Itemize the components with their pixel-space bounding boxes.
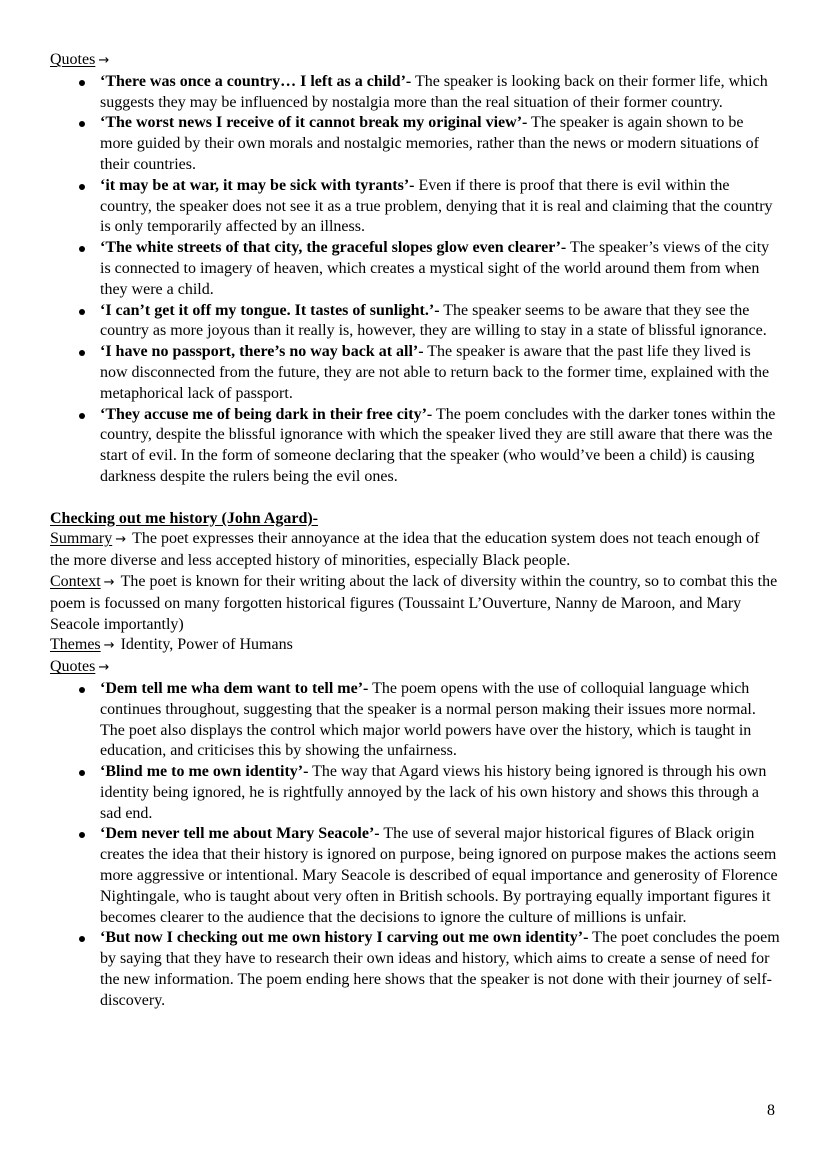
arrow-right-icon: → (115, 532, 127, 548)
summary-label: Summary (50, 530, 113, 548)
list-item (100, 824, 780, 928)
themes-label: Themes (50, 636, 101, 654)
quote-text: ‘I have no passport, there’s no way back at all’- (100, 343, 424, 361)
arrow-right-icon: → (98, 53, 110, 68)
summary-line (50, 529, 780, 572)
section-checking-out-me-history (50, 509, 780, 1012)
section-title: Checking out me history (John Agard)- (50, 509, 319, 527)
themes-text: Identity, Power of Humans (120, 636, 293, 654)
quote-analysis: The speaker is aware that the past life they lived is now disconnected from the future, they are not able to return back to the former time, explained with the metaphorical lack of passport. (100, 343, 770, 402)
section-previous-poem (50, 50, 780, 488)
quote-text: ‘But now I checking out me own history I carving out me own identity’- (100, 929, 589, 947)
quote-text: ‘I can’t get it off my tongue. It tastes of sunlight.’- (100, 301, 440, 319)
quotes-list (50, 679, 780, 1012)
quote-analysis: The speaker seems to be aware that they see the country as more joyous than it really is, however, they are willing to stay in a state of blissful ignorance. (100, 301, 767, 340)
quote-text: ‘They accuse me of being dark in their free city’- (100, 405, 433, 423)
document-page (50, 50, 780, 1012)
list-item (100, 176, 780, 238)
list-item (100, 301, 780, 343)
themes-line (50, 635, 780, 657)
page-number: 8 (767, 1102, 775, 1119)
quotes-list (50, 72, 780, 488)
quote-analysis: The way that Agard views his history being ignored is through his own identity being ignored, he is rightfully annoyed by the lack of his own history and shows this through a sad end. (100, 763, 767, 822)
quote-text: ‘it may be at war, it may be sick with tyrants’- (100, 176, 415, 194)
quote-text: ‘The white streets of that city, the graceful slopes glow even clearer’- (100, 239, 567, 257)
quotes-label: Quotes (50, 658, 96, 676)
arrow-right-icon: → (103, 638, 115, 654)
list-item (100, 72, 780, 114)
quote-text: ‘Dem tell me wha dem want to tell me’- (100, 679, 369, 697)
quote-analysis: The speaker’s views of the city is connected to imagery of heaven, which creates a mystical sight of the world around them from when they were a child. (100, 239, 770, 298)
list-item (100, 238, 780, 300)
list-item (100, 762, 780, 824)
section-spacer (50, 488, 780, 509)
quote-analysis: The speaker is again shown to be more guided by their own morals and nostalgic memories, rather than the news or modern situations of their countries. (100, 114, 759, 173)
quote-text: ‘There was once a country… I left as a child’- (100, 72, 412, 90)
list-item (100, 679, 780, 762)
quote-analysis: The poet concludes the poem by saying that they have to research their own ideas and history, which aims to create a sense of need for the new information. The poem ending here shows that the speaker is not done with their journey of self-discovery. (100, 929, 780, 1009)
quote-analysis: The poem opens with the use of colloquial language which continues throughout, suggesting that the speaker is a normal person making their issues more normal. The poet also displays the control which major world powers have over the history, which is taught in education, and criticises this by showing the unfairness. (100, 679, 756, 760)
quote-analysis: The poem concludes with the darker tones within the country, despite the blissful ignorance with which the speaker lived they are still aware that there was the start of evil. In the form of someone declaring that the speaker (who would’ve been a child) is causing darkness despite the rulers being the evil ones. (100, 405, 776, 485)
section-title-line (50, 509, 780, 530)
list-item (100, 342, 780, 404)
quotes-heading (50, 657, 780, 679)
context-label: Context (50, 572, 101, 590)
quotes-label: Quotes (50, 51, 96, 68)
context-text: The poet is known for their writing about the lack of diversity within the country, so to combat this the poem is focussed on many forgotten historical figures (Toussaint L’Ouverture, Nanny de Maroon, and Mary Seacole importantly) (50, 572, 778, 633)
context-line (50, 572, 780, 635)
list-item (100, 405, 780, 488)
quote-analysis: Even if there is proof that there is evil within the country, the speaker does not see it as a true problem, denying that it is real and claiming that the country is only temporarily affected by an illness. (100, 176, 773, 236)
quote-analysis: The speaker is looking back on their former life, which suggests they may be influenced by nostalgia more than the real situation of their former country. (100, 72, 768, 111)
list-item (100, 928, 780, 1011)
list-item (100, 113, 780, 175)
summary-text: The poet expresses their annoyance at the idea that the education system does not teach enough of the more diverse and less accepted history of minorities, especially Black people. (50, 530, 760, 570)
quote-text: ‘Dem never tell me about Mary Seacole’- (100, 825, 380, 843)
quote-analysis: The use of several major historical figures of Black origin creates the idea that their history is ignored on purpose, being ignored on purpose makes the actions seem more aggressive or intentional. Mary Seacole is described of equal importance and generosity of Florence Nightingale, who is taught about very often in British schools. By portraying equally important figures it becomes clearer to the audience that the decisions to ignore the culture of millions is unfair. (100, 825, 778, 926)
quote-text: ‘The worst news I receive of it cannot break my original view’- (100, 114, 528, 132)
quote-text: ‘Blind me to me own identity’- (100, 763, 309, 781)
quotes-heading (50, 50, 780, 72)
arrow-right-icon: → (98, 660, 110, 676)
arrow-right-icon: → (103, 574, 115, 590)
